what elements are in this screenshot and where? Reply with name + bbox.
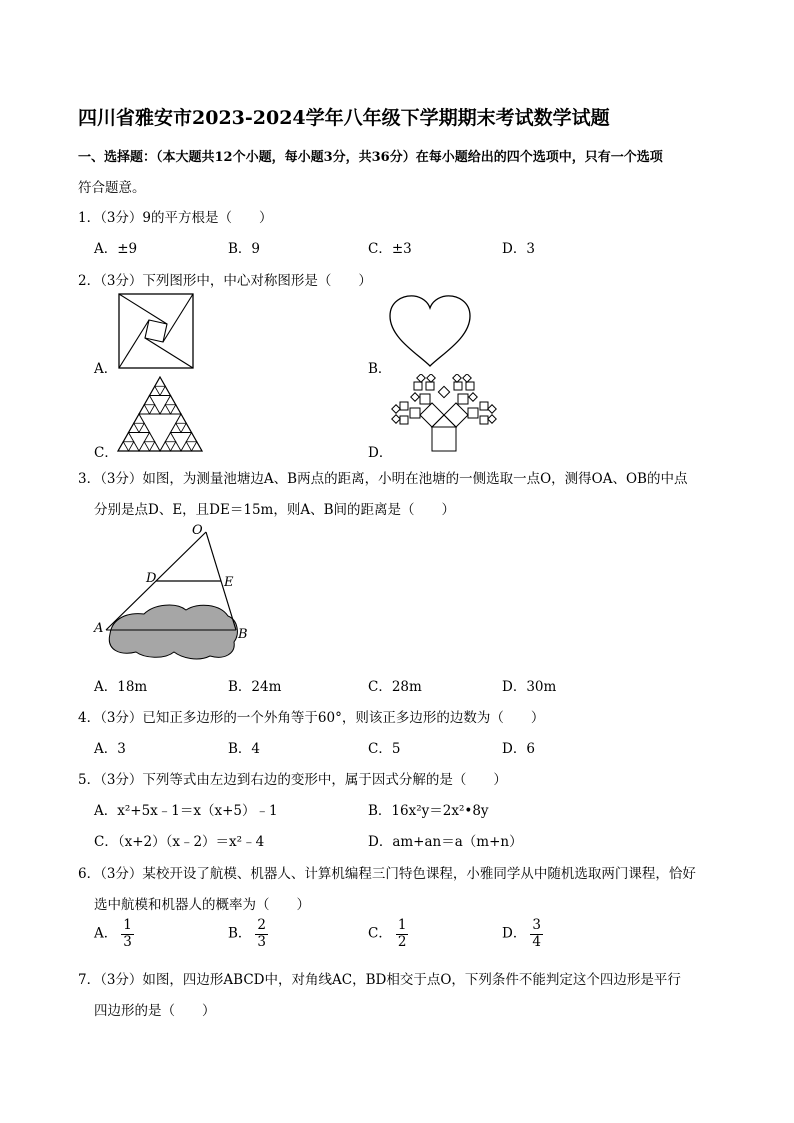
question-5-stem: 5．（3分）下列等式由左边到右边的变形中，属于因式分解的是（ ） (78, 772, 507, 788)
q2-option-a: A． (94, 361, 118, 377)
q6-option-d-fraction (530, 918, 543, 950)
fraction-denominator: 3 (123, 933, 132, 950)
fraction-numerator: 2 (257, 917, 267, 933)
q6-option-b (228, 918, 268, 950)
q3-option-d: D．30m (502, 679, 557, 695)
question-7-stem-2: 四边形的是（ ） (94, 1003, 216, 1019)
q2-option-d: D． (368, 445, 393, 461)
sierpinski-triangle-figure (117, 376, 203, 452)
q2-option-b: B． (368, 361, 392, 377)
label-o: O (192, 523, 203, 538)
question-4-stem: 4．（3分）已知正多边形的一个外角等于60°，则该正多边形的边数为（ ） (78, 710, 545, 726)
q3-option-a: A．18m (94, 679, 148, 695)
q4-option-a: A．3 (94, 741, 126, 757)
question-6-stem-2: 选中航模和机器人的概率为（ ） (94, 897, 310, 913)
q6-option-a (94, 918, 134, 950)
q6-option-b-fraction (255, 918, 268, 950)
q4-option-c: C．5 (368, 741, 401, 757)
q6-option-a-fraction (121, 918, 134, 950)
q1-option-b: B．9 (228, 241, 261, 257)
question-1-stem: 1．（3分）9的平方根是（ ） (78, 210, 273, 226)
q6-option-d (502, 918, 543, 950)
question-7-stem-1: 7．（3分）如图，四边形ABCD中，对角线AC，BD相交于点O，下列条件不能判定这个四边形是平行 (78, 972, 681, 988)
q5-option-d: D．am+an＝a（m+n） (368, 834, 523, 850)
q5-option-b: B．16x²y＝2x²•8y (368, 803, 489, 819)
question-6-stem-1: 6．（3分）某校开设了航模、机器人、计算机编程三门特色课程，小雅同学从中随机选取两门课程，恰好 (78, 866, 696, 882)
q6-option-b-label: B． (228, 925, 252, 942)
pond-triangle-figure (88, 522, 258, 666)
heart-figure (388, 294, 472, 368)
q1-option-a: A．±9 (94, 241, 138, 257)
fraction-numerator: 1 (397, 917, 407, 933)
q1-option-c: C．±3 (368, 241, 412, 257)
section-heading-cont: 符合题意。 (78, 180, 146, 196)
question-3-stem-2: 分别是点D、E，且DE＝15m，则A、B间的距离是（ ） (94, 502, 456, 518)
section-heading: 一、选择题：（本大题共12个小题，每小题3分，共36分）在每小题给出的四个选项中，只有一个选项 (78, 150, 663, 165)
q3-option-b: B．24m (228, 679, 282, 695)
q2-option-c: C． (94, 445, 118, 461)
q6-option-c-fraction (396, 918, 409, 950)
q6-option-c (368, 918, 408, 950)
fraction-denominator: 3 (257, 933, 267, 950)
fraction-numerator: 3 (532, 917, 541, 933)
pythagoras-tree-figure (390, 374, 498, 454)
fraction-denominator: 4 (532, 933, 541, 950)
fraction-denominator: 2 (397, 933, 407, 950)
fraction-numerator: 1 (123, 917, 132, 933)
q6-option-a-label: A． (94, 925, 118, 942)
q6-option-c-label: C． (368, 925, 392, 942)
question-3-stem-1: 3．（3分）如图，为测量池塘边A、B两点的距离，小明在池塘的一侧选取一点O，测得OA、OB的中点 (78, 471, 688, 487)
q1-option-d: D．3 (502, 241, 535, 257)
q5-option-a: A．x²+5x﹣1＝x（x+5）﹣1 (94, 803, 278, 819)
q6-option-d-label: D． (502, 925, 527, 942)
page-title: 四川省雅安市2023-2024学年八年级下学期期末考试数学试题 (78, 107, 610, 129)
label-d: D (146, 571, 157, 586)
q4-option-b: B．4 (228, 741, 261, 757)
q3-option-c: C．28m (368, 679, 422, 695)
pinwheel-square-figure (118, 293, 194, 369)
q5-option-c: C．（x+2）（x﹣2）＝x²﹣4 (94, 834, 265, 850)
label-b: B (238, 627, 248, 642)
question-2-stem: 2．（3分）下列图形中，中心对称图形是（ ） (78, 273, 372, 289)
label-e: E (224, 575, 234, 590)
q4-option-d: D．6 (502, 741, 535, 757)
label-a: A (94, 621, 104, 636)
